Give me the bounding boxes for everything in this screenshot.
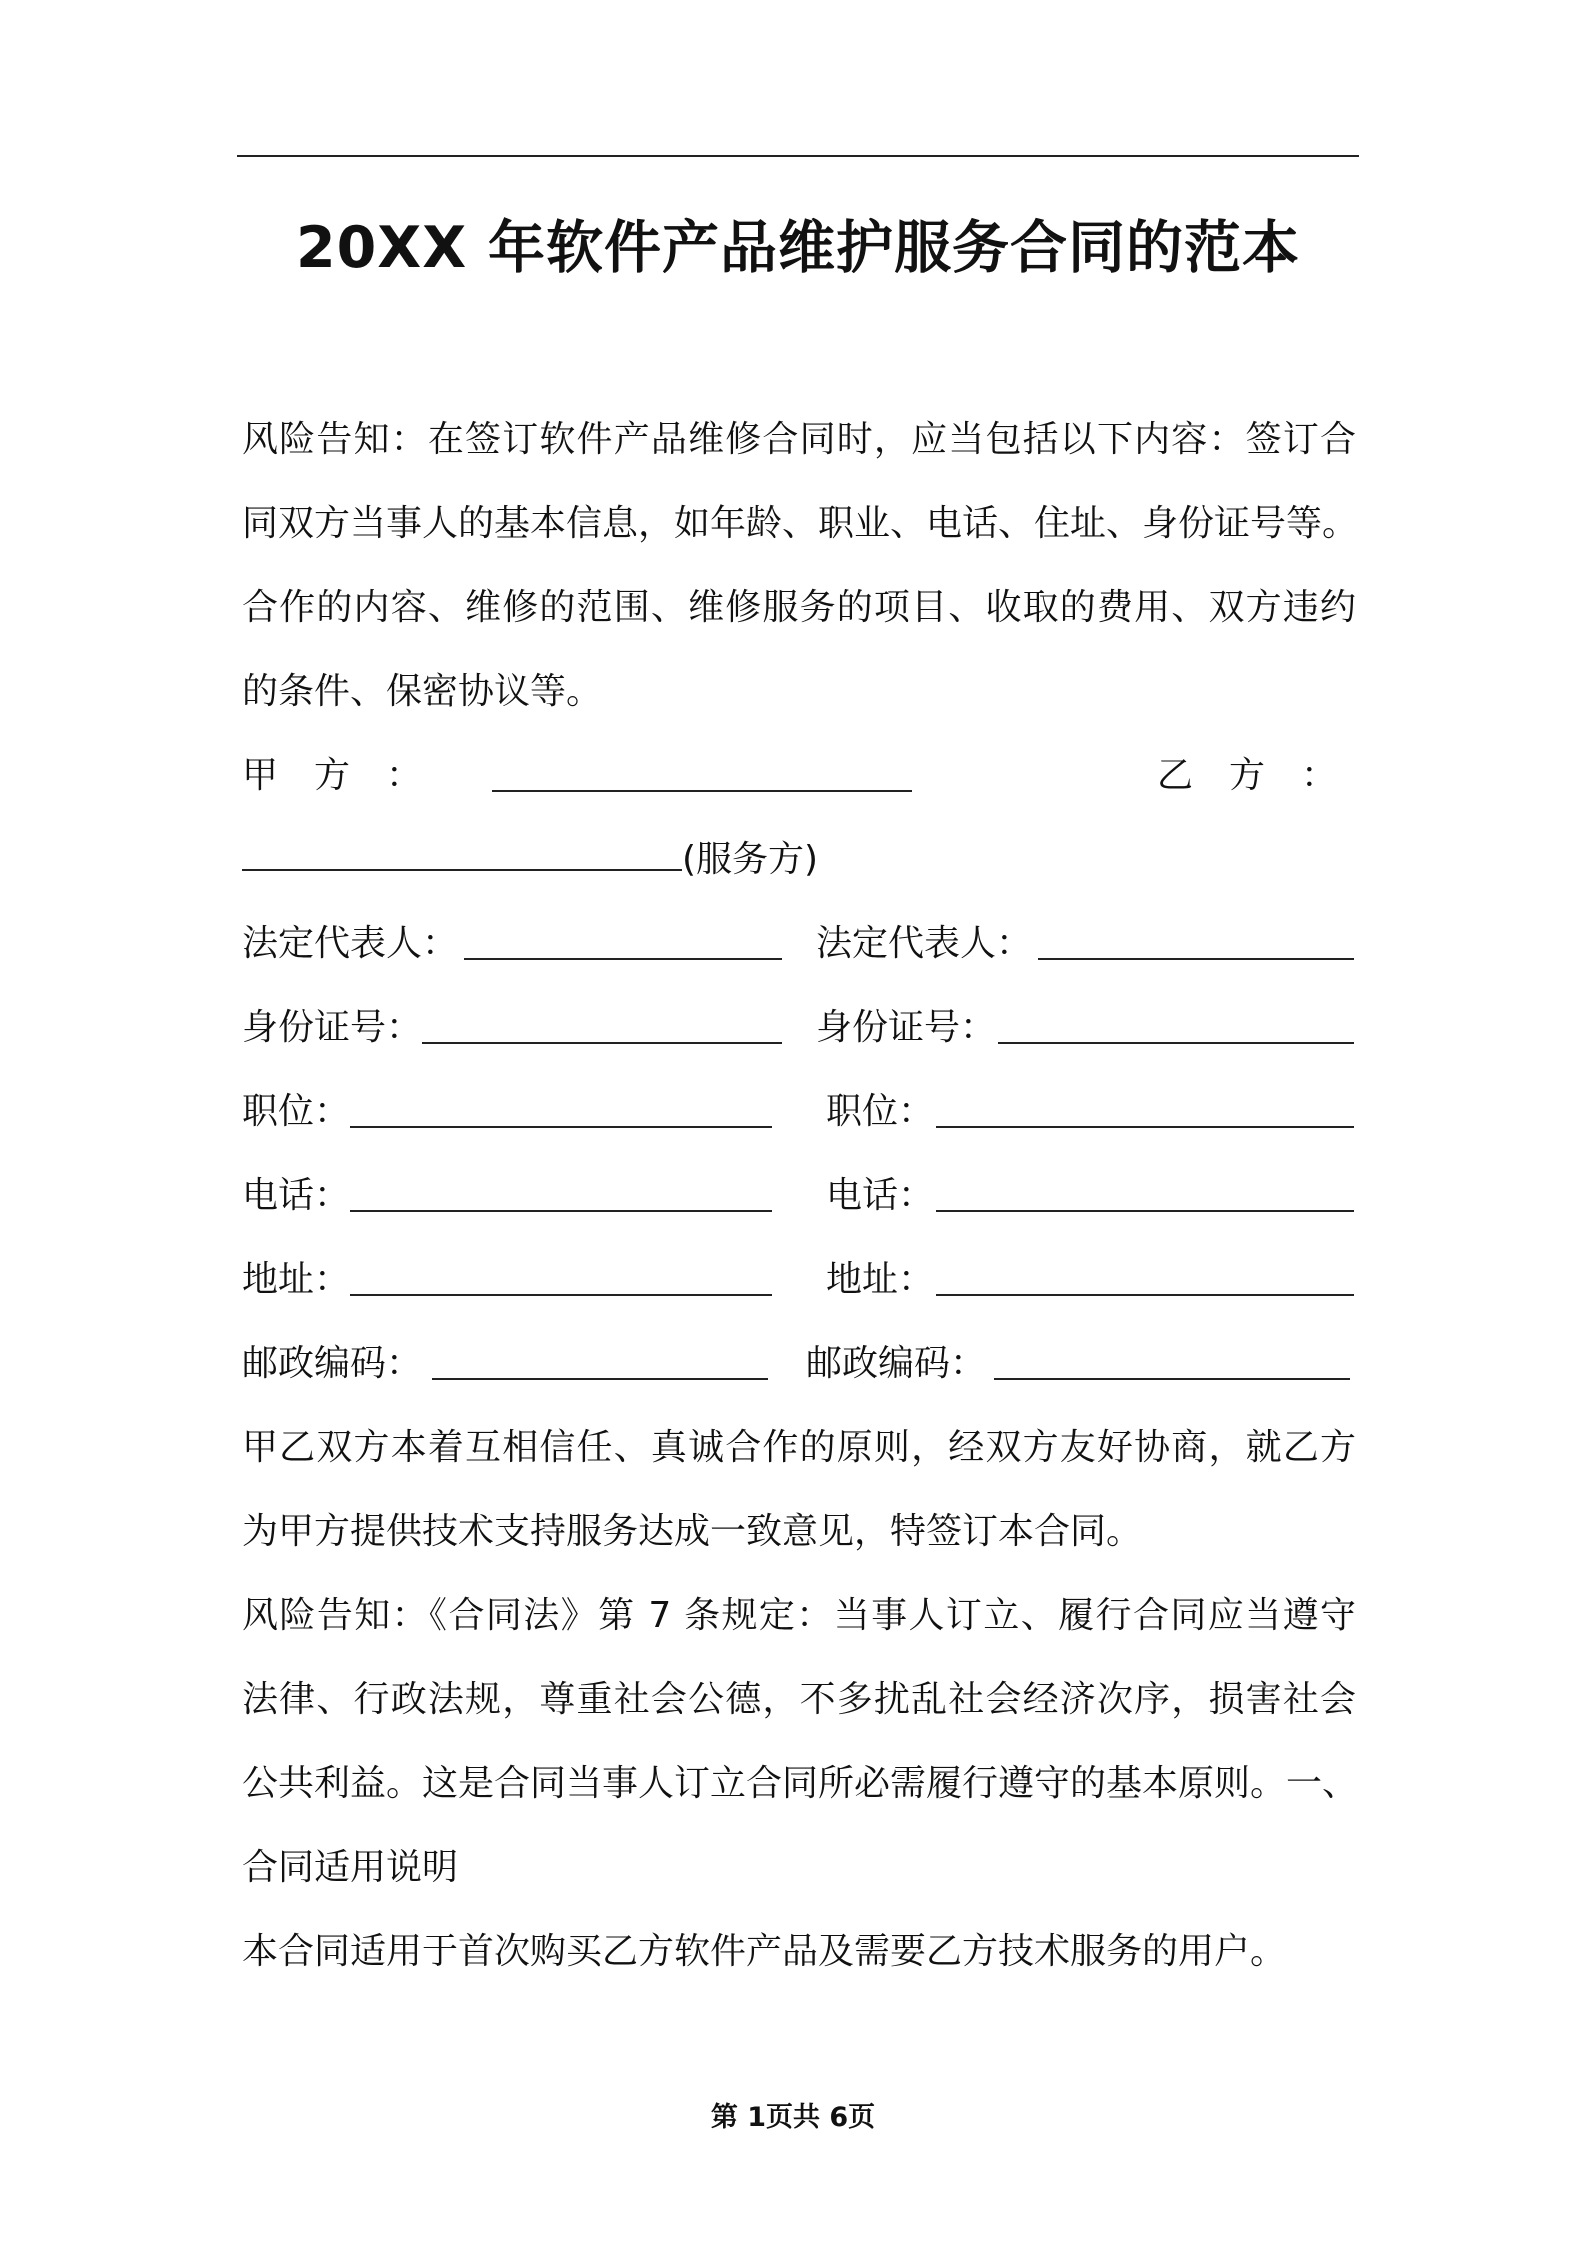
- field-label-right: 邮政编码：: [806, 1343, 987, 1384]
- field-blank-left: [350, 1264, 772, 1296]
- law-line: 法律、行政法规，尊重社会公德，不多扰乱社会经济次序，损害社会: [242, 1679, 1356, 1720]
- field-label-left: 身份证号：: [242, 1007, 423, 1048]
- field-blank-left: [350, 1096, 772, 1128]
- party-row: [242, 734, 1356, 818]
- field-blank-left: [464, 928, 782, 960]
- field-row: [242, 1154, 1356, 1238]
- intro-line: 合作的内容、维修的范围、维修服务的项目、收取的费用、双方违约: [242, 587, 1356, 628]
- agreement-line: 为甲方提供技术支持服务达成一致意见，特签订本合同。: [242, 1511, 1143, 1552]
- field-row: [242, 1070, 1356, 1154]
- field-row: [242, 902, 1356, 986]
- service-party-row: [242, 818, 1356, 902]
- law-line: 风险告知：《合同法》第 7 条规定：当事人订立、履行合同应当遵守: [242, 1595, 1356, 1636]
- field-blank-left: [432, 1348, 768, 1380]
- field-label-right: 地址：: [826, 1259, 935, 1300]
- field-label-left: 职位：: [242, 1091, 351, 1132]
- page-footer: 第 1页共 6页: [710, 2102, 876, 2133]
- field-label-right: 电话：: [826, 1175, 935, 1216]
- field-row: [242, 986, 1356, 1070]
- law-line: 公共利益。这是合同当事人订立合同所必需履行遵守的基本原则。一、: [242, 1763, 1359, 1804]
- field-label-left: 邮政编码：: [242, 1343, 423, 1384]
- field-blank-left: [422, 1012, 782, 1044]
- field-label-right: 职位：: [826, 1091, 935, 1132]
- field-blank-right: [994, 1348, 1350, 1380]
- field-row: [242, 1322, 1356, 1406]
- field-blank-right: [936, 1096, 1354, 1128]
- field-label-left: 法定代表人：: [242, 923, 459, 964]
- intro-line: 的条件、保密协议等。: [242, 671, 603, 712]
- field-label-left: 电话：: [242, 1175, 351, 1216]
- field-label-right: 身份证号：: [816, 1007, 997, 1048]
- document-title: 20XX 年软件产品维护服务合同的范本: [295, 215, 1301, 281]
- field-row: [242, 1238, 1356, 1322]
- agreement-line: 甲乙双方本着互相信任、真诚合作的原则，经双方友好协商，就乙方: [242, 1427, 1356, 1468]
- field-blank-right: [998, 1012, 1354, 1044]
- field-blank-left: [350, 1180, 772, 1212]
- intro-line: 风险告知：在签订软件产品维修合同时，应当包括以下内容：签订合: [242, 419, 1356, 460]
- field-blank-right: [936, 1180, 1354, 1212]
- field-label-left: 地址：: [242, 1259, 351, 1300]
- party-a-label: 甲 方 ：: [242, 755, 423, 796]
- party-b-blank: [242, 839, 682, 871]
- party-b-label: 乙 方 ：: [1157, 755, 1338, 796]
- field-blank-right: [936, 1264, 1354, 1296]
- field-blank-right: [1038, 928, 1354, 960]
- section-heading: 合同适用说明: [242, 1847, 459, 1888]
- scope-line: 本合同适用于首次购买乙方软件产品及需要乙方技术服务的用户。: [242, 1931, 1287, 1972]
- service-party-note: (服务方): [682, 839, 819, 880]
- header-rule: [237, 155, 1359, 157]
- party-a-blank: [492, 760, 912, 792]
- document-body: [242, 398, 1359, 1994]
- intro-line: 同双方当事人的基本信息，如年龄、职业、电话、住址、身份证号等。: [242, 503, 1359, 544]
- field-label-right: 法定代表人：: [816, 923, 1033, 964]
